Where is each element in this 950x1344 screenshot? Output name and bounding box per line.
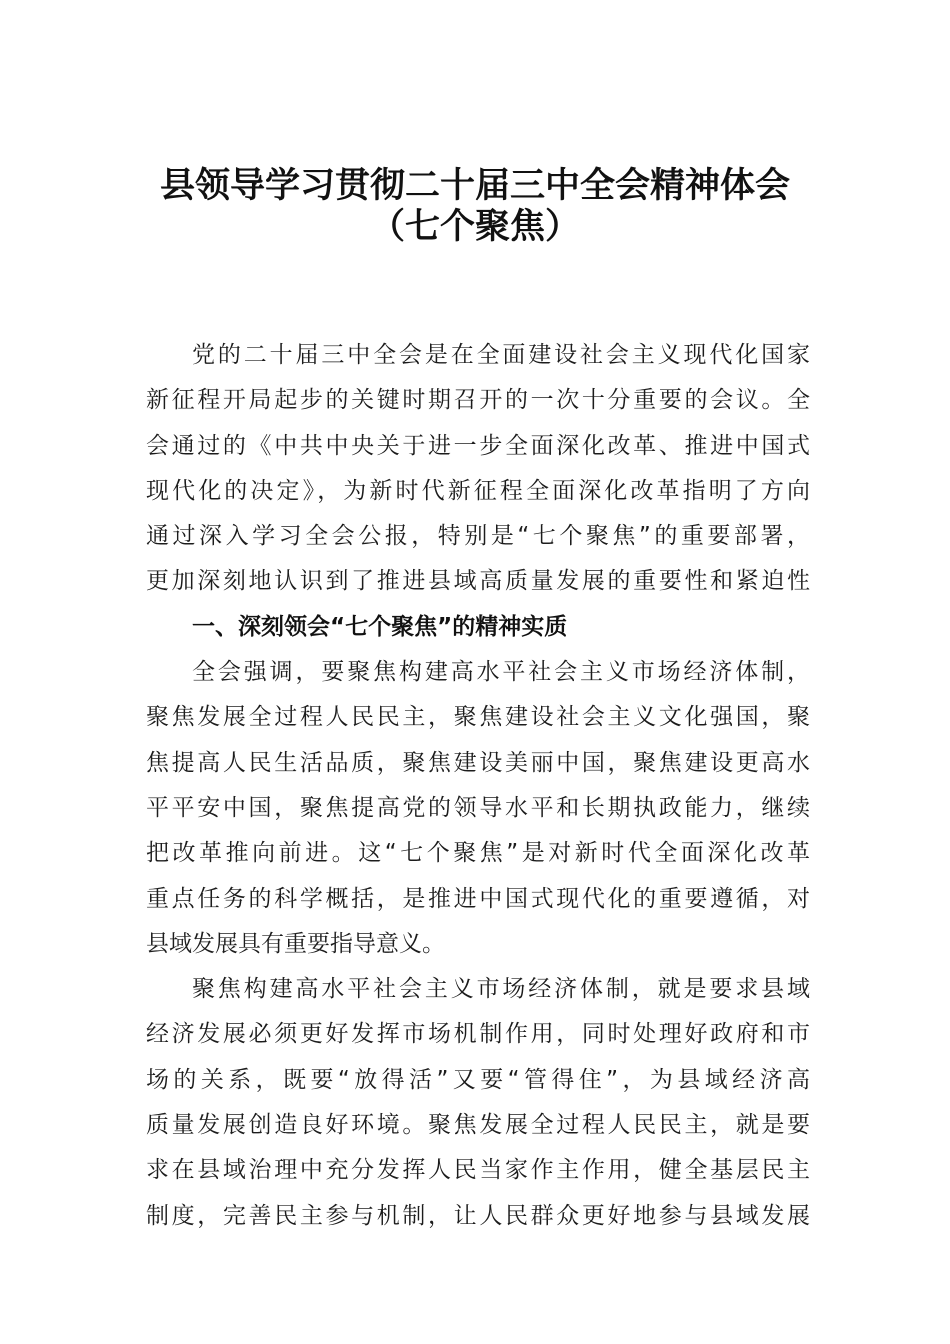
text-line: 重点任务的科学概括，是推进中国式现代化的重要遵循，对 — [146, 885, 810, 912]
document-subtitle: （七个聚焦） — [369, 206, 580, 247]
text-line: 把改革推向前进。这“七个聚焦”是对新时代全面深化改革 — [146, 840, 810, 867]
paragraph-intro — [146, 333, 810, 605]
text-line: 场的关系，既要“放得活”又要“管得住”，为县域经济高 — [146, 1066, 810, 1093]
text-line: 质量发展创造良好环境。聚焦发展全过程人民民主，就是要 — [146, 1112, 810, 1139]
text-line: 平平安中国，聚焦提高党的领导水平和长期执政能力，继续 — [146, 794, 810, 821]
text-line: 更加深刻地认识到了推进县域高质量发展的重要性和紧迫性 — [146, 568, 810, 595]
text-line: 经济发展必须更好发挥市场机制作用，同时处理好政府和市 — [146, 1021, 810, 1048]
section-heading: 一、深刻领会“七个聚焦”的精神实质 — [192, 613, 568, 640]
document-title: 县领导学习贯彻二十届三中全会精神体会 — [159, 165, 790, 206]
text-line: 求在县域治理中充分发挥人民当家作主作用，健全基层民主 — [146, 1157, 810, 1184]
text-line: 制度，完善民主参与机制，让人民群众更好地参与县域发展 — [146, 1202, 810, 1229]
text-line: 焦提高人民生活品质，聚焦建设美丽中国，聚焦建设更高水 — [146, 749, 810, 776]
text-line: 全会强调，要聚焦构建高水平社会主义市场经济体制， — [192, 659, 810, 686]
text-line: 新征程开局起步的关键时期召开的一次十分重要的会议。全 — [146, 387, 810, 414]
text-line: 聚焦构建高水平社会主义市场经济体制，就是要求县域 — [192, 976, 810, 1003]
text-line: 通过深入学习全会公报，特别是“七个聚焦”的重要部署， — [146, 523, 810, 550]
text-line: 会通过的《中共中央关于进一步全面深化改革、推进中国式 — [146, 432, 810, 459]
text-line: 聚焦发展全过程人民民主，聚焦建设社会主义文化强国，聚 — [146, 704, 810, 731]
text-line: 现代化的决定》，为新时代新征程全面深化改革指明了方向 — [146, 477, 810, 504]
paragraph-market-economy — [146, 967, 810, 1239]
text-line: 党的二十届三中全会是在全面建设社会主义现代化国家 — [192, 342, 810, 368]
document-body — [146, 333, 810, 1239]
paragraph-seven-focuses — [146, 650, 810, 967]
text-line: 县域发展具有重要指导意义。 — [146, 930, 445, 957]
